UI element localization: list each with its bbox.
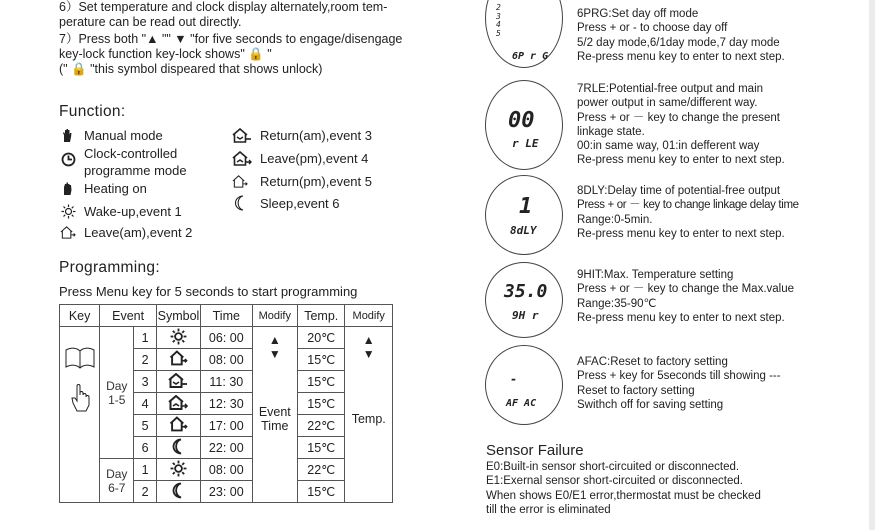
event-time: 06: 00 bbox=[201, 327, 253, 349]
house-arrow-icon bbox=[60, 224, 76, 240]
lcd-display-dly bbox=[485, 175, 563, 255]
event-temp: 15℃ bbox=[298, 437, 345, 459]
event-temp: 15℃ bbox=[298, 393, 345, 415]
dly-line: Press + or － key to change linkage delay time bbox=[577, 199, 799, 212]
lcd-hit-top: 35.0 bbox=[504, 281, 548, 302]
event-time: 12: 30 bbox=[201, 393, 253, 415]
sensor-line: E0:Built-in sensor short-circuited or disconnected. bbox=[486, 461, 740, 473]
lcd-prg-list-item: 2 bbox=[496, 3, 501, 12]
hit-line: Press + or － key to change the Max.value bbox=[577, 283, 795, 296]
modify-temp-cell bbox=[345, 327, 393, 503]
house-leave-icon bbox=[156, 393, 200, 415]
event-temp: 22℃ bbox=[298, 459, 345, 481]
page-edge bbox=[869, 0, 875, 530]
header-time: Time bbox=[201, 305, 253, 327]
prg-description bbox=[577, 7, 785, 64]
dly-description bbox=[577, 184, 799, 241]
lcd-rle-top: 00 bbox=[508, 108, 535, 133]
programming-title: Programming: bbox=[59, 259, 160, 276]
day-6-7-label-line1: Day bbox=[106, 466, 128, 481]
hit-line: 9HIT:Max. Temperature setting bbox=[577, 269, 734, 281]
programming-table bbox=[59, 304, 393, 503]
house-return-icon bbox=[232, 127, 252, 143]
header-symbol: Symbol bbox=[156, 305, 200, 327]
instruction-6-line1: 6）Set temperature and clock display alternately,room tem- bbox=[59, 0, 388, 14]
lcd-afac-top: - bbox=[510, 372, 518, 386]
lcd-prg-list-item: 5 bbox=[496, 28, 501, 38]
rle-line: 7RLE:Potential-free output and main bbox=[577, 83, 764, 95]
afac-line: Press + key for 5seconds till showing --- bbox=[577, 370, 781, 383]
key-cell bbox=[60, 327, 100, 503]
event-number: 1 bbox=[134, 327, 157, 349]
header-event: Event bbox=[100, 305, 157, 327]
moon-icon bbox=[232, 195, 248, 211]
moon-icon bbox=[156, 437, 200, 459]
event-time-label-line1: Event bbox=[258, 405, 291, 419]
day-6-7-label-line2: 6-7 bbox=[108, 480, 126, 495]
lcd-afac-bottom: AF AC bbox=[506, 398, 537, 409]
event-number: 2 bbox=[134, 481, 157, 503]
header-temp: Temp. bbox=[298, 305, 345, 327]
event-time: 08: 00 bbox=[201, 459, 253, 481]
sensor-line: When shows E0/E1 error,thermostat must be checked bbox=[486, 489, 761, 502]
event-time: 17: 00 bbox=[201, 415, 253, 437]
afac-description bbox=[577, 355, 781, 412]
house-leave-icon bbox=[232, 150, 252, 166]
event-temp: 15℃ bbox=[298, 481, 345, 503]
instruction-6-line2: perature can be read out directly. bbox=[59, 15, 242, 29]
modify-time-cell bbox=[252, 327, 297, 503]
moon-icon bbox=[156, 481, 200, 503]
event-temp: 15℃ bbox=[298, 371, 345, 393]
function-list bbox=[60, 127, 400, 242]
prg-line: 5/2 day mode,6/1day mode,7 day mode bbox=[577, 36, 780, 49]
lcd-dly-top: 1 bbox=[519, 194, 533, 219]
clock-icon bbox=[60, 151, 76, 167]
hit-line: Range:35-90℃ bbox=[577, 297, 657, 310]
book-icon bbox=[65, 347, 95, 369]
up-arrow-icon: ▲ bbox=[268, 333, 281, 347]
house-arrow-icon bbox=[156, 349, 200, 371]
down-arrow-icon: ▼ bbox=[268, 347, 281, 361]
lcd-display-prg bbox=[485, 0, 563, 68]
function-manual-label: Manual mode bbox=[84, 128, 163, 143]
event-time: 08: 00 bbox=[201, 349, 253, 371]
function-clock-label-line2: programme mode bbox=[84, 163, 187, 178]
lcd-display-afac bbox=[485, 345, 563, 425]
heating-hand-icon bbox=[60, 180, 76, 196]
instruction-6 bbox=[59, 0, 387, 30]
rle-line: Re-press menu key to enter to next step. bbox=[577, 154, 785, 167]
rle-line: linkage state. bbox=[577, 125, 645, 138]
instruction-7-line2: key-lock function key-lock shows" 🔒 " bbox=[59, 47, 272, 61]
day-6-7-label bbox=[100, 459, 134, 503]
instruction-7 bbox=[59, 32, 402, 77]
prg-line: Re-press menu key to enter to next step. bbox=[577, 50, 785, 63]
function-sleep-label: Sleep,event 6 bbox=[260, 196, 340, 211]
programming-intro: Press Menu key for 5 seconds to start programming bbox=[59, 284, 358, 299]
house-arrow-icon bbox=[156, 415, 200, 437]
lcd-prg-list-item: 4 bbox=[496, 20, 501, 29]
dly-line: Re-press menu key to enter to next step. bbox=[577, 227, 785, 240]
lcd-display-rle bbox=[485, 80, 563, 170]
rle-line: Press + or － key to change the present bbox=[577, 111, 780, 124]
header-key: Key bbox=[60, 305, 100, 327]
lcd-hit-bottom: 9H r bbox=[512, 309, 539, 322]
hit-line: Re-press menu key to enter to next step. bbox=[577, 311, 785, 324]
event-time: 11: 30 bbox=[201, 371, 253, 393]
instruction-7-line1: 7）Press both "▲ "" ▼ "for five seconds to engage/disengage bbox=[59, 32, 403, 46]
afac-line: Swithch off for saving setting bbox=[577, 398, 724, 411]
event-number: 5 bbox=[134, 415, 157, 437]
event-number: 2 bbox=[134, 349, 157, 371]
function-leave-pm-label: Leave(pm),event 4 bbox=[260, 151, 369, 166]
event-temp: 15℃ bbox=[298, 349, 345, 371]
rle-line: power output in same/different way. bbox=[577, 97, 758, 110]
header-modify-temp: Modify bbox=[345, 305, 393, 327]
lcd-display-hit bbox=[485, 262, 563, 338]
event-number: 3 bbox=[134, 371, 157, 393]
sun-icon bbox=[156, 459, 200, 481]
lcd-prg-list-item: 3 bbox=[496, 11, 501, 21]
function-leave-am-label: Leave(am),event 2 bbox=[84, 225, 193, 240]
function-return-pm-label: Return(pm),event 5 bbox=[260, 174, 372, 189]
sensor-failure-title: Sensor Failure bbox=[486, 442, 584, 459]
rle-description bbox=[577, 82, 785, 168]
function-wakeup-label: Wake-up,event 1 bbox=[84, 204, 182, 219]
event-temp: 22℃ bbox=[298, 415, 345, 437]
event-number: 1 bbox=[134, 459, 157, 481]
sun-icon bbox=[156, 327, 200, 349]
lcd-dly-bottom: 8dLY bbox=[510, 224, 537, 237]
sun-icon bbox=[60, 203, 76, 219]
afac-line: AFAC:Reset to factory setting bbox=[577, 356, 728, 368]
rle-line: 00:in same way, 01:in defferent way bbox=[577, 140, 760, 153]
hand-icon bbox=[60, 127, 76, 143]
afac-line: Reset to factory setting bbox=[577, 384, 695, 397]
day-1-5-label-line1: Day bbox=[106, 378, 128, 393]
event-temp: 20℃ bbox=[298, 327, 345, 349]
dly-line: 8DLY:Delay time of potential-free output bbox=[577, 185, 781, 197]
hit-description bbox=[577, 268, 794, 325]
dly-line: Range:0-5min. bbox=[577, 213, 653, 226]
instruction-7-line3: (" 🔒 "this symbol dispeared that shows unlock) bbox=[59, 62, 323, 76]
table-row bbox=[60, 459, 393, 481]
up-arrow-icon: ▲ bbox=[362, 333, 375, 347]
table-header-row bbox=[60, 305, 393, 327]
house-arrow-icon bbox=[232, 173, 248, 189]
sensor-line: till the error is eliminated bbox=[486, 503, 611, 516]
function-title: Function: bbox=[59, 103, 126, 120]
lcd-prg-main: 6P r G bbox=[512, 51, 549, 62]
function-return-am-label: Return(am),event 3 bbox=[260, 128, 372, 143]
function-clock-label: Clock-controlled bbox=[84, 146, 178, 161]
temp-label: Temp. bbox=[351, 412, 386, 426]
header-modify-time: Modify bbox=[252, 305, 297, 327]
function-heating-label: Heating on bbox=[84, 181, 147, 196]
table-row bbox=[60, 327, 393, 349]
day-1-5-label bbox=[100, 327, 134, 459]
event-number: 4 bbox=[134, 393, 157, 415]
day-1-5-label-line2: 1-5 bbox=[108, 392, 126, 407]
lcd-rle-bottom: r LE bbox=[512, 137, 539, 150]
house-return-icon bbox=[156, 371, 200, 393]
prg-line: 6PRG:Set day off mode bbox=[577, 8, 699, 20]
event-time: 23: 00 bbox=[201, 481, 253, 503]
down-arrow-icon: ▼ bbox=[362, 347, 375, 361]
sensor-line: E1:Exernal sensor short-circuited or disconnected. bbox=[486, 475, 743, 488]
event-time-label-line2: Time bbox=[261, 419, 289, 433]
event-time: 22: 00 bbox=[201, 437, 253, 459]
prg-line: Press + or - to choose day off bbox=[577, 22, 728, 35]
pointing-hand-icon bbox=[69, 383, 91, 413]
sensor-failure-description bbox=[486, 460, 761, 517]
lcd-prg-list bbox=[496, 4, 501, 38]
event-number: 6 bbox=[134, 437, 157, 459]
